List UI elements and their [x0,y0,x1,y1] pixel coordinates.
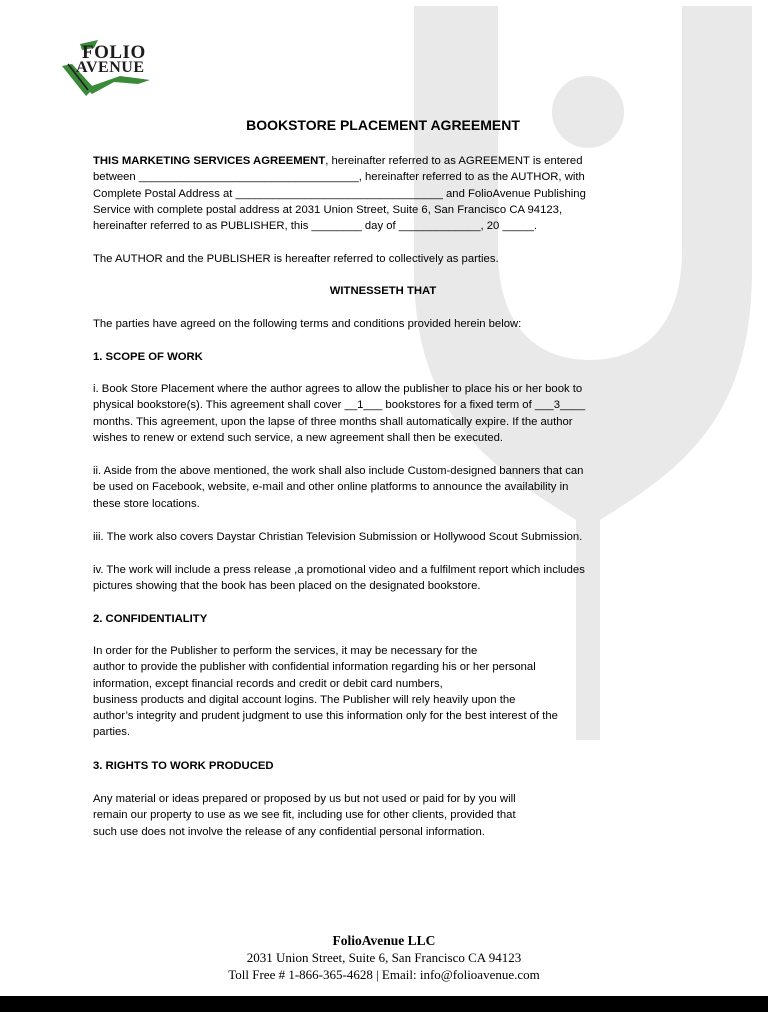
section2-heading: 2. CONFIDENTIALITY [93,613,208,625]
logo-word-avenue: AVENUE [76,59,145,76]
section1-item-ii: ii. Aside from the above mentioned, the work shall also include Custom-designed banners that can be used on Facebook, website, e-mail and other online platforms to announce the availability in these store locations. [93,465,584,510]
intro-paragraph [93,153,683,234]
document-title: BOOKSTORE PLACEMENT AGREEMENT [246,117,520,133]
folio-avenue-logo [58,38,158,100]
section1-item-iv: iv. The work will include a press release ,a promotional video and a fulfilment report which includes pictures showing that the book has been placed on the designated bookstore. [93,564,585,593]
section1-item-i: i. Book Store Placement where the author agrees to allow the publisher to place his or her book to physical bookstore(s). This agreement shall cover __1___ bookstores for a fixed term of ___3____ months. This agreement, upon the lapse of three months shall automatically expire. If the author wishes to renew or extend such service, a new agreement shall then be executed. [93,383,586,444]
footer-bar [0,996,768,1012]
witnesseth-heading: WITNESSETH THAT [329,285,437,297]
page-footer [0,932,768,983]
logo-word-folio: FOLIO [82,42,146,63]
footer-contact: Toll Free # 1-866-365-4628 | Email: info@folioavenue.com [228,967,540,982]
section3-heading: 3. RIGHTS TO WORK PRODUCED [93,760,274,772]
intro-lead: THIS MARKETING SERVICES AGREEMENT [93,155,326,167]
intro-text: , hereinafter referred to as AGREEMENT is entered between ___________________________________, hereinafter referred to as the AUTHOR, with Complete Postal Address at _________________________________ and FolioAvenue Publishing Service with complete postal address at 2031 Union Street, Suite 6, San Francisco CA 94123, hereinafter referred to as PUBLISHER, this ________ day of _____________, 20 _____. [93,155,586,233]
section1-heading: 1. SCOPE OF WORK [93,351,203,363]
agreed-paragraph: The parties have agreed on the following terms and conditions provided herein below: [93,318,522,330]
section3-body: Any material or ideas prepared or proposed by us but not used or paid for by you will remain our property to use as we see fit, including use for other clients, provided that such use does not involve the release of any confidential personal information. [93,793,516,838]
footer-address: 2031 Union Street, Suite 6, San Francisco CA 94123 [246,950,522,965]
section1-item-iii: iii. The work also covers Daystar Christian Television Submission or Hollywood Scout Submission. [93,531,583,543]
section2-body: In order for the Publisher to perform the services, it may be necessary for the author to provide the publisher with confidential information regarding his or her personal information, except financial records and credit or debit card numbers, business products and digital account logins. The Publisher will rely heavily upon the author’s integrity and prudent judgment to use this information only for the best interest of the parties. [93,645,558,739]
parties-paragraph: The AUTHOR and the PUBLISHER is hereafter referred to collectively as parties. [93,253,499,265]
footer-company: FolioAvenue LLC [332,933,436,948]
